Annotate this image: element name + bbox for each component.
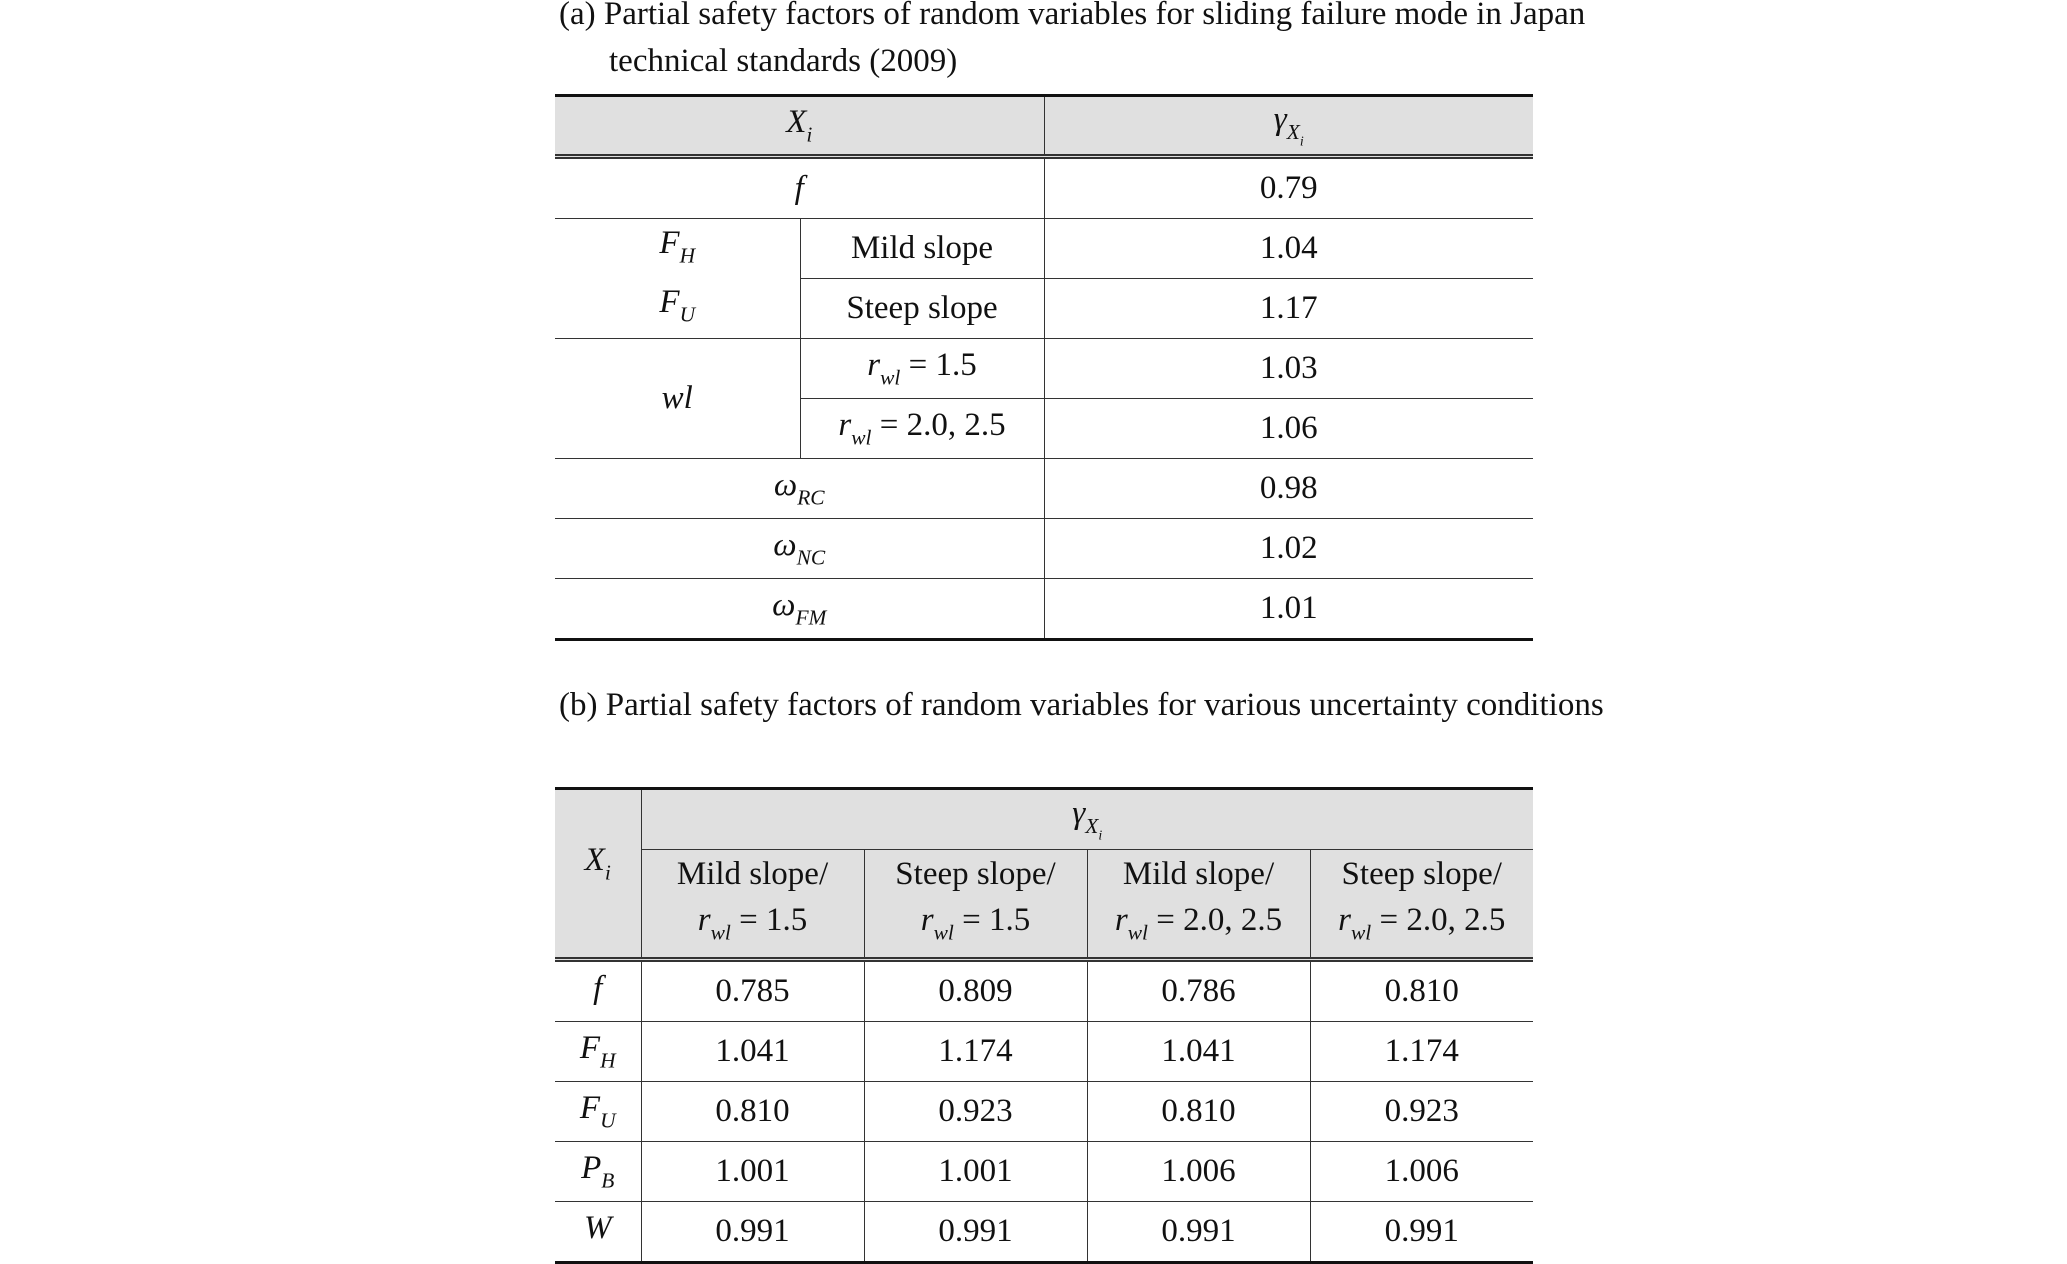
variable-cell: $\omega_{FM}$	[772, 586, 827, 630]
value-cell: 0.785	[641, 960, 864, 1022]
value-cell: 1.17	[1044, 279, 1533, 339]
value-cell: 1.174	[1310, 1022, 1533, 1082]
condition-cell: Mild slope	[800, 219, 1044, 279]
table-row	[555, 1142, 1533, 1202]
table-row	[555, 1082, 1533, 1142]
variable-cell: $F_U$	[555, 1082, 641, 1142]
variable-cell: f	[555, 157, 1044, 219]
condition-cell: Steep slope	[800, 279, 1044, 339]
value-cell: 1.006	[1087, 1142, 1310, 1202]
variable-cell: W	[584, 1209, 612, 1246]
variable-cell: $F_H$ $F_U$	[555, 219, 800, 339]
table-row	[555, 519, 1533, 579]
header-partial-factor: $\gamma_{X_i}$	[641, 789, 1533, 850]
table-b-header-row	[555, 789, 1533, 850]
value-cell: 1.041	[1087, 1022, 1310, 1082]
table-b-subheader-row	[555, 850, 1533, 960]
value-cell: 0.991	[1087, 1202, 1310, 1263]
value-cell: 0.923	[1310, 1082, 1533, 1142]
variable-cell: f	[555, 960, 641, 1022]
value-cell: 1.06	[1044, 399, 1533, 459]
table-row	[555, 960, 1533, 1022]
table-row	[555, 459, 1533, 519]
table-row	[555, 579, 1533, 640]
header-variable: $X_i$	[555, 789, 641, 960]
value-cell: 1.174	[864, 1022, 1087, 1082]
value-cell: 0.809	[864, 960, 1087, 1022]
value-cell: 0.810	[1310, 960, 1533, 1022]
table-row	[555, 1202, 1533, 1263]
header-condition-4: Steep slope/ $r_{wl} = 2.0$, 2.5	[1310, 850, 1533, 960]
table-a-header-row	[555, 96, 1533, 157]
value-cell: 1.001	[864, 1142, 1087, 1202]
table-row	[555, 339, 1533, 399]
condition-cell: $r_{wl} = 2.0$, 2.5	[800, 399, 1044, 459]
table-row	[555, 219, 1533, 279]
table-a	[555, 94, 1533, 641]
variable-cell: $F_H$	[555, 1022, 641, 1082]
header-condition-2: Steep slope/ $r_{wl} = 1.5$	[864, 850, 1087, 960]
table-row	[555, 157, 1533, 219]
value-cell: 0.991	[641, 1202, 864, 1263]
value-cell: 1.03	[1044, 339, 1533, 399]
header-condition-3: Mild slope/ $r_{wl} = 2.0$, 2.5	[1087, 850, 1310, 960]
value-cell: 0.79	[1044, 157, 1533, 219]
variable-cell: $\omega_{NC}$	[555, 519, 1044, 579]
value-cell: 1.006	[1310, 1142, 1533, 1202]
value-cell: 0.810	[1087, 1082, 1310, 1142]
table-a-caption: (a) Partial safety factors of random variables for sliding failure mode in Japan technical standards (2009)	[559, 0, 1586, 79]
value-cell: 1.001	[641, 1142, 864, 1202]
table-b	[555, 787, 1533, 1264]
variable-cell: $P_B$	[555, 1142, 641, 1202]
value-cell: 1.04	[1044, 219, 1533, 279]
header-condition-1: Mild slope/ $r_{wl} = 1.5$	[641, 850, 864, 960]
value-cell: 0.991	[864, 1202, 1087, 1263]
value-cell: 0.786	[1087, 960, 1310, 1022]
value-cell: 0.810	[641, 1082, 864, 1142]
value-cell: 0.923	[864, 1082, 1087, 1142]
condition-cell: $r_{wl} = 1.5$	[800, 339, 1044, 399]
variable-cell: $\omega_{RC}$	[555, 459, 1044, 519]
value-cell: 1.041	[641, 1022, 864, 1082]
table-b-caption: (b) Partial safety factors of random variables for various uncertainty conditions	[559, 687, 1604, 723]
value-cell: 0.98	[1044, 459, 1533, 519]
header-partial-factor: $\gamma_{X_i}$	[1044, 96, 1533, 157]
table-row	[555, 1022, 1533, 1082]
value-cell: 0.991	[1310, 1202, 1533, 1263]
value-cell: 1.01	[1044, 579, 1533, 640]
value-cell: 1.02	[1044, 519, 1533, 579]
variable-cell: wl	[555, 339, 800, 459]
header-variable: $X_i$	[555, 96, 1044, 157]
